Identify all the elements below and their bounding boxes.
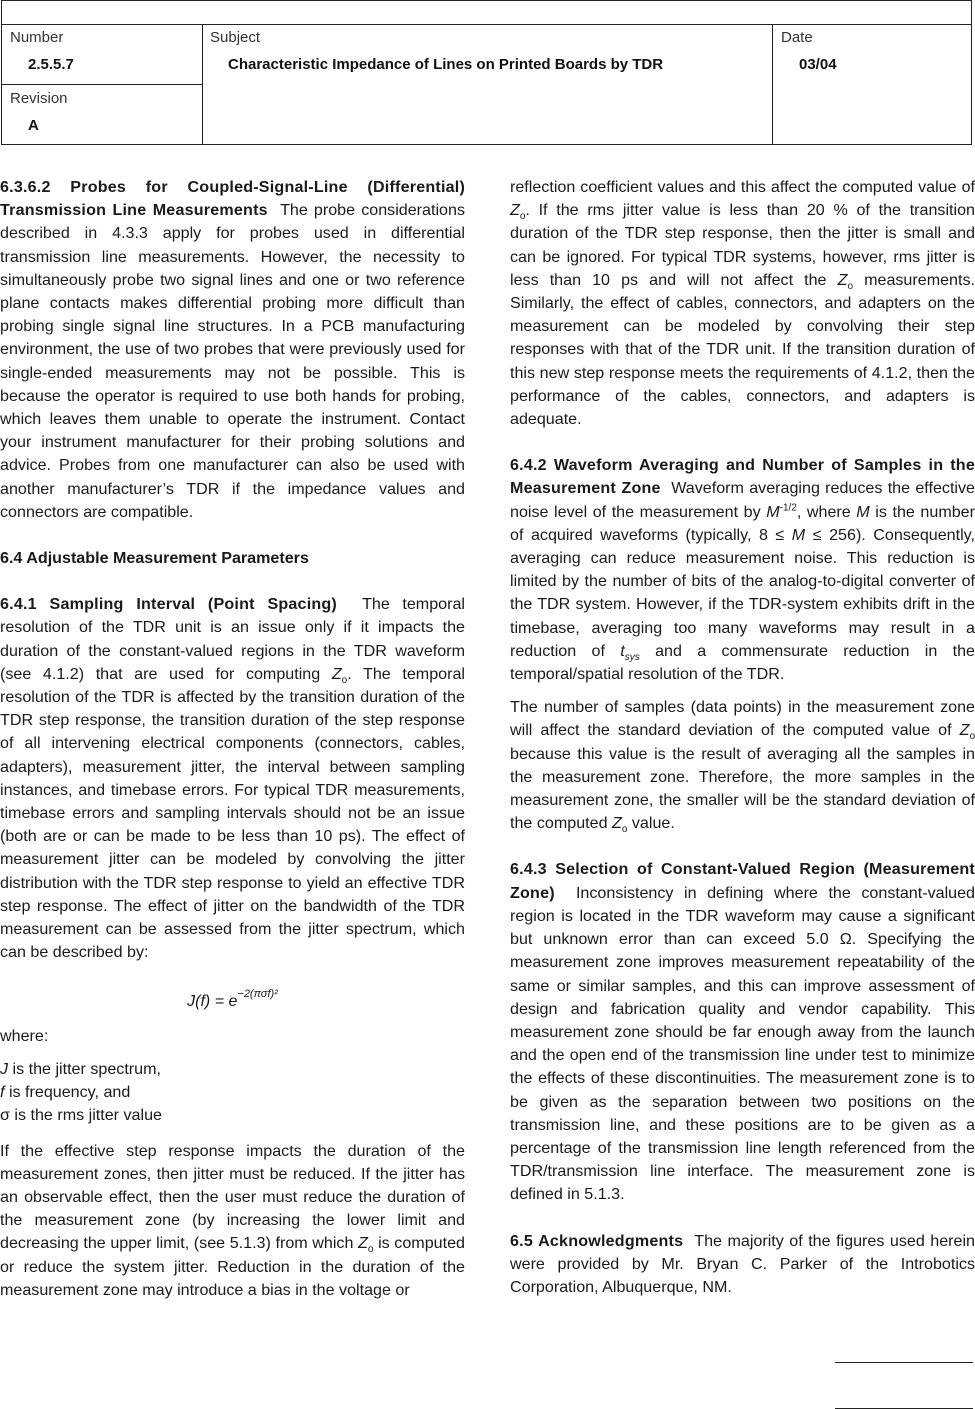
revision-label: Revision: [10, 90, 68, 107]
jitter-equation: $J(f) = e^{-2(\pi\sigma f)^2}$: [187, 987, 278, 1010]
samples-paragraph: The number of samples (data points) in the measurement zone will affect the standard deviation of the computed value of $Z_o$ because this value is the result of averaging all the samples in the measurement zone. Therefore, the more samples in the measurement zone, the smaller will be the standard deviation of the computed $Z_o$ value.: [510, 698, 975, 836]
number-value: 2.5.5.7: [28, 56, 74, 73]
jitter-paragraph: If the effective step response impacts the duration of the measurement zones, then jitter must be reduced. If the jitter has an observable effect, then the user must reduce the duration of the measurement zone (by increasing the lower limit and decreasing the upper limit, (see 5.1.3) from which $Z_o$ is computed or reduce the system jitter. Reduction in the duration of the measurement zone may introduce a bias in the voltage or: [0, 1141, 465, 1299]
section-heading: 6.4.1 Sampling Interval (Point Spacing): [0, 595, 337, 614]
section-6-4-3: 6.4.3 Selection of Constant-Valued Region (Measurement Zone) Inconsistency in defining where the constant-valued region is located in the TDR waveform may cause a significant but unknown error than can exceed 5.0 Ω. Specifying the measurement zone improves measurement repeatability of the same or similar samples, and this can improve assessment of design and fabrication quality and vendor capability. This measurement zone should be far enough away from the launch and the open end of the transmission line under test to minimize the effects of these discontinuities. The measurement zone is to be given as the separation between two positions on the transmission line, and these positions are to be given as a percentage of the transmission line length referenced from the TDR/transmission line interface. The measurement zone is defined in 5.1.3.: [510, 860, 975, 1204]
left-column: [0, 176, 465, 1325]
number-label: Number: [10, 29, 64, 46]
section-6-5: 6.5 Acknowledgments The majority of the figures used herein were provided by Mr. Bryan C. Parker of the Introbotics Corporation, Albuquerque, NM.: [510, 1231, 975, 1296]
section-6-3-6-2: [0, 176, 465, 524]
subject-value: Characteristic Impedance of Lines on Printed Boards by TDR: [228, 56, 664, 73]
section-heading: 6.5 Acknowledgments: [510, 1231, 684, 1250]
date-value: 03/04: [799, 56, 837, 73]
z0-symbol: Z: [331, 664, 342, 683]
section-body: The probe considerations described in 4.3.3 apply for probes used in differential transmission line measurements. However, the necessity to simultaneously probe two signal lines and one or two reference plane contacts makes differential probing more difficult than probing single signal line structures. In a PCB manufacturing environment, the use of two probes that were previously used for single-ended measurements may not be possible. This is because the operator is required to use both hands for probing, which leaves them unable to operate the instrument. Contact your instrument manufacturer for their probing solutions and advice. Probes from one manufacturer can also be used with another manufacturer’s TDR if the impedance values and connectors are compatible.: [0, 201, 465, 521]
section-heading: 6.3.6.2 Probes for Coupled-Signal-Line (Differential) Transmission Line Measurements: [0, 178, 465, 220]
section-6-4-1: 6.4.1 Sampling Interval (Point Spacing) The temporal resolution of the TDR unit is an issue only if it impacts the duration of the constant-valued regions in the TDR waveform (see 4.1.2) that are used for computing $Z_o$. The temporal resolution of the TDR is affected by the transition duration of the TDR step response, the transition duration of the step response of all intervening electrical components (connectors, cables, adapters), measurement jitter, the interval between sampling instances, and timebase errors. For typical TDR measurements, timebase errors and sampling intervals should not be an issue (both are or can be made to be less than 10 ps). The effect of measurement jitter can be modeled by convolving the jitter distribution with the TDR step response to yield an effective TDR step response. The effect of jitter on the bandwidth of the TDR measurement can be assessed from the jitter spectrum, which can be described by:: [0, 595, 465, 962]
header-top-band: [2, 1, 971, 25]
definition-item: σ is the rms jitter value: [0, 1106, 162, 1125]
revision-value: A: [28, 117, 39, 134]
date-label: Date: [781, 29, 813, 46]
footer-rule: [835, 1362, 973, 1363]
section-heading: 6.4.3 Selection of Constant-Valued Region (Measurement Zone): [510, 860, 975, 902]
header-divider: [202, 24, 203, 144]
right-column: [510, 176, 975, 1322]
section-heading: 6.4.2 Waveform Averaging and Number of Samples in the Measurement Zone: [510, 456, 975, 498]
where-label: where:: [0, 1026, 49, 1045]
document-header-table: [1, 0, 972, 145]
section-6-4-heading: 6.4 Adjustable Measurement Parameters: [0, 549, 309, 568]
subject-label: Subject: [210, 29, 261, 46]
definition-item: f is frequency, and: [0, 1083, 131, 1102]
header-divider: [772, 24, 773, 144]
section-6-4-2: 6.4.2 Waveform Averaging and Number of Samples in the Measurement Zone Waveform averaging reduces the effective noise level of the measurement by $M^{-1/2}$, where M is the number of acquired waveforms (typically, 8 ≤ M ≤ 256). Consequently, averaging can reduce measurement noise. This reduction is limited by the number of bits of the analog-to-digital converter of the TDR system. However, if the TDR-system exhibits drift in the timebase, averaging too many waveforms may result in a reduction of $t_{sys}$ and a commensurate reduction in the temporal/spatial resolution of the TDR.: [510, 456, 975, 684]
header-divider: [2, 84, 202, 85]
definition-list: [0, 1058, 465, 1128]
definition-item: J is the jitter spectrum,: [0, 1059, 161, 1078]
continued-paragraph: reflection coefficient values and this affect the computed value of $Z_o$. If the rms jitter value is less than 20 % of the transition duration of the TDR step response, then the jitter is small and can be ignored. For typical TDR systems, however, rms jitter is less than 10 ps and will not affect the $Z_o$ measurements. Similarly, the effect of cables, connectors, and adapters on the measurement can be modeled by convolving their step responses with that of the TDR unit. If the transition duration of this new step response meets the requirements of 4.1.2, then the performance of the cables, connectors, and adapters is adequate.: [510, 178, 975, 429]
